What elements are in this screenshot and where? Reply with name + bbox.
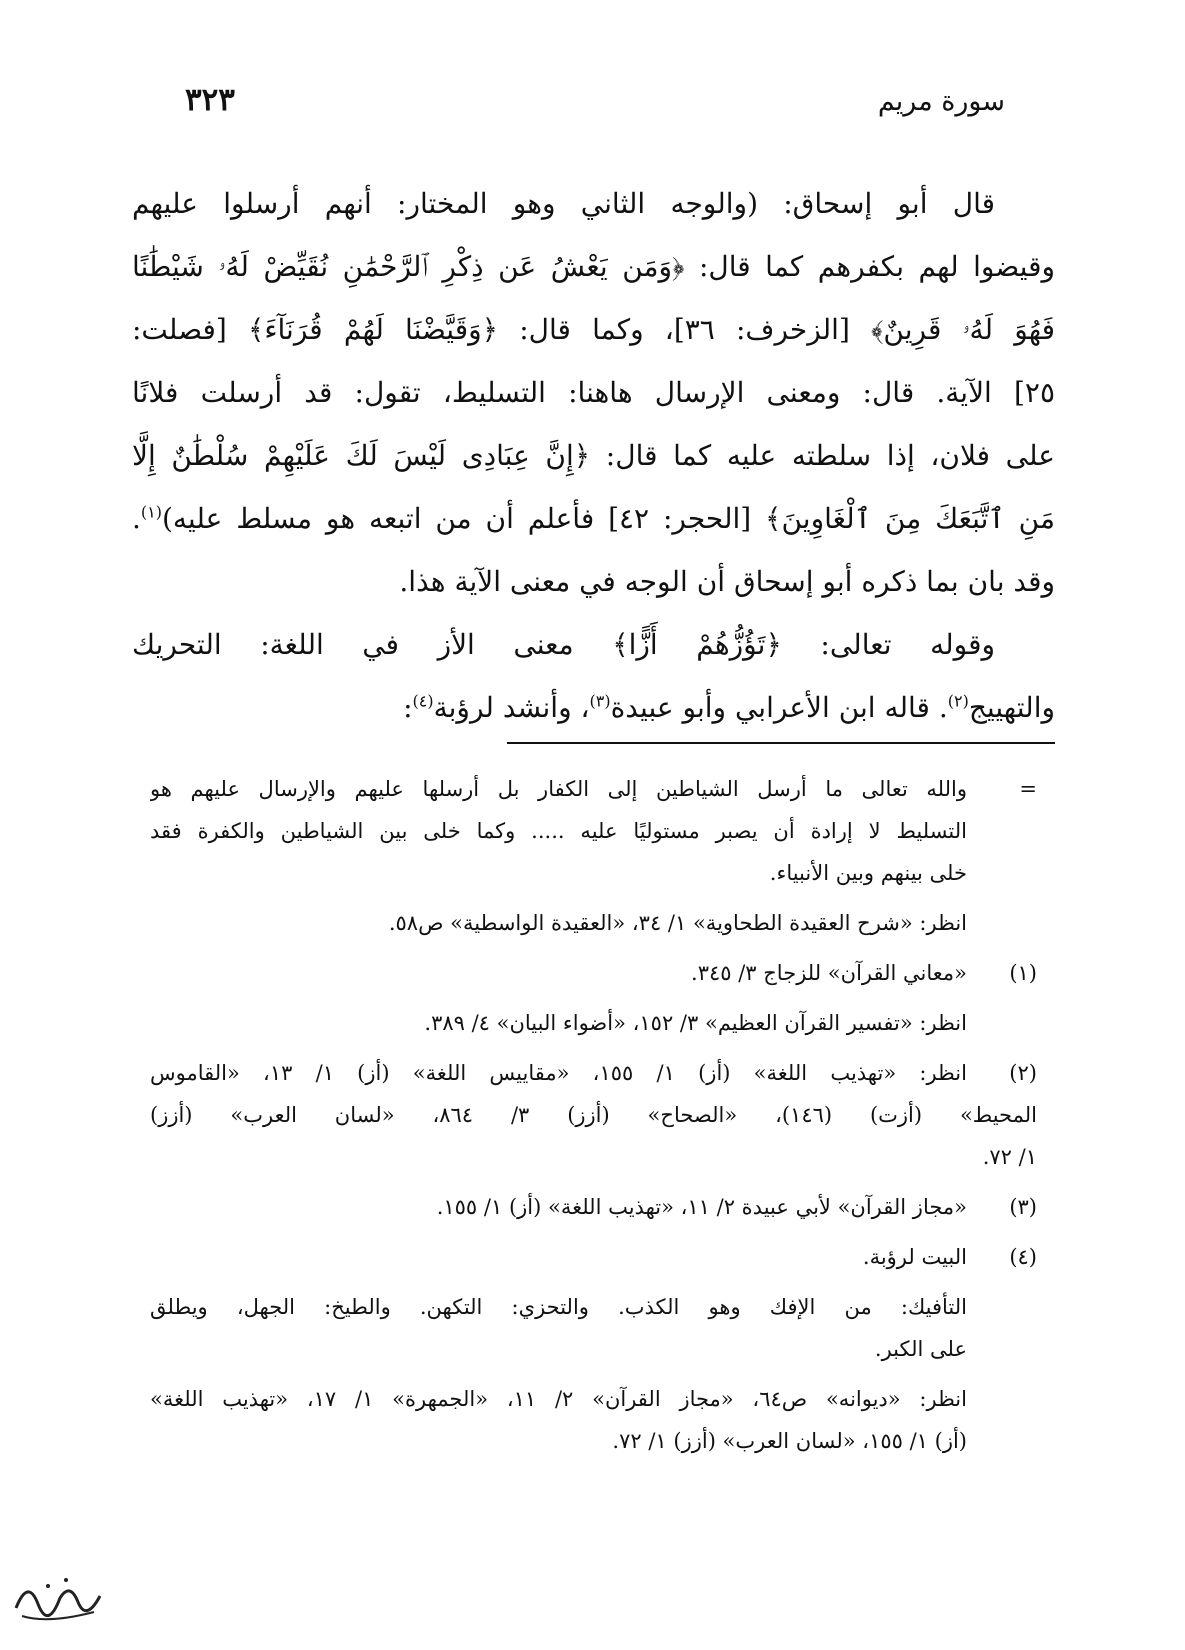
page-header — [185, 82, 1005, 132]
footnote-line: على الكبر. — [874, 1337, 967, 1361]
footnote-ref: (١) — [140, 502, 162, 522]
text-segment: مَنِ ٱتَّبَعَكَ مِنَ ٱلْغَاوِينَ﴾ [الحجر: ٤٢] فأعلم أن من اتبعه هو مسلط عليه) — [162, 502, 1055, 535]
footnote-number: (٤) — [1009, 1245, 1037, 1269]
footnote-line: المحيط» (أزت) (١٤٦)، «الصحاح» (أزز) ٣/ ٨٦٤، «لسان العرب» (أزز) — [150, 1103, 1037, 1127]
text-line: فَهُوَ لَهُۥ قَرِينٌ﴾ [الزخرف: ٣٦]، وكما قال: ﴿وَقَيَّضْنَا لَهُمْ قُرَنَآءَ﴾ [فصلت: — [132, 313, 1055, 346]
publisher-logo-icon — [8, 1568, 108, 1628]
text-segment: والتهييج — [968, 691, 1055, 724]
footnote-line — [150, 768, 1037, 810]
footnote-line: التأفيك: من الإفك وهو الكذب. والتحزي: التكهن. والطيخ: الجهل، ويطلق — [150, 1295, 967, 1319]
text-segment: . — [132, 502, 141, 535]
footnote-line — [150, 1236, 1037, 1278]
surah-title: سورة مريم — [877, 86, 1005, 117]
text-line — [132, 487, 1055, 550]
footnote-line: (أز) ١/ ١٥٥، «لسان العرب» (أزز) ١/ ٧٢. — [612, 1429, 967, 1453]
footnote-line: ١/ ٧٢. — [982, 1145, 1037, 1169]
text-line: قال أبو إسحاق: (والوجه الثاني وهو المختار: أنهم أرسلوا عليهم — [132, 187, 995, 220]
footnote-line — [150, 1186, 1037, 1228]
footnote-line: انظر: «شرح العقيدة الطحاوية» ١/ ٣٤، «العقيدة الواسطية» ص٥٨. — [388, 911, 967, 935]
footnote-ref: (٤) — [412, 691, 434, 711]
footnote-separator — [507, 742, 1055, 744]
footnote-text: انظر: «تهذيب اللغة» (أز) ١/ ١٥٥، «مقاييس اللغة» (أز) ١/ ١٣، «القاموس — [150, 1061, 967, 1085]
footnote-line: التسليط لا إرادة أن يصبر مستوليًا عليه ..... وكما خلى بين الشياطين والكفرة فقد — [150, 819, 967, 843]
footnote-text: «معاني القرآن» للزجاج ٣/ ٣٤٥. — [691, 961, 967, 985]
text-segment: : — [403, 691, 413, 724]
footnote-text: والله تعالى ما أرسل الشياطين إلى الكفار بل أرسلها عليهم والإرسال عليهم هو — [150, 777, 967, 801]
footnote-ref: (٣) — [589, 691, 611, 711]
text-line: ٢٥] الآية. قال: ومعنى الإرسال هاهنا: التسليط، تقول: قد أرسلت فلانًا — [132, 376, 1055, 409]
text-line: وقوله تعالى: ﴿تَؤُزُّهُمْ أَزًّا﴾ معنى الأز في اللغة: التحريك — [132, 628, 995, 661]
footnote-number: (٢) — [1009, 1061, 1037, 1085]
text-segment: . قاله ابن الأعرابي وأبو عبيدة — [610, 691, 948, 724]
continuation-mark: = — [1019, 777, 1037, 801]
text-line: على فلان، إذا سلطته عليه كما قال: ﴿إِنَّ عِبَادِى لَيْسَ لَكَ عَلَيْهِمْ سُلْطَٰنٌ إِلَّا — [132, 439, 1055, 472]
footnote-line — [150, 1052, 1037, 1094]
page-number: ٣٢٣ — [185, 82, 235, 118]
footnote-line: انظر: «ديوانه» ص٦٤، «مجاز القرآن» ٢/ ١١، «الجمهرة» ١/ ١٧، «تهذيب اللغة» — [150, 1387, 967, 1411]
footnote-number: (٣) — [1009, 1195, 1037, 1219]
footnote-number: (١) — [1009, 961, 1037, 985]
main-text — [132, 172, 1055, 739]
footnote-text: البيت لرؤبة. — [862, 1245, 967, 1269]
text-line — [132, 676, 1055, 739]
footnote-line: انظر: «تفسير القرآن العظيم» ٣/ ١٥٢، «أضواء البيان» ٤/ ٣٨٩. — [424, 1011, 967, 1035]
text-segment: ، وأنشد لرؤبة — [433, 691, 590, 724]
footnotes — [150, 768, 1037, 1462]
footnote-ref: (٢) — [947, 691, 969, 711]
text-line: وقد بان بما ذكره أبو إسحاق أن الوجه في معنى الآية هذا. — [399, 565, 1055, 598]
footnote-line: خلى بينهم وبين الأنبياء. — [769, 861, 967, 885]
text-line: وقيضوا لهم بكفرهم كما قال: ﴿وَمَن يَعْشُ عَن ذِكْرِ ٱلرَّحْمَٰنِ نُقَيِّضْ لَهُۥ شَيْطَٰنًا — [132, 250, 1055, 283]
footnote-line — [150, 952, 1037, 994]
footnote-text: «مجاز القرآن» لأبي عبيدة ٢/ ١١، «تهذيب اللغة» (أز) ١/ ١٥٥. — [436, 1195, 967, 1219]
